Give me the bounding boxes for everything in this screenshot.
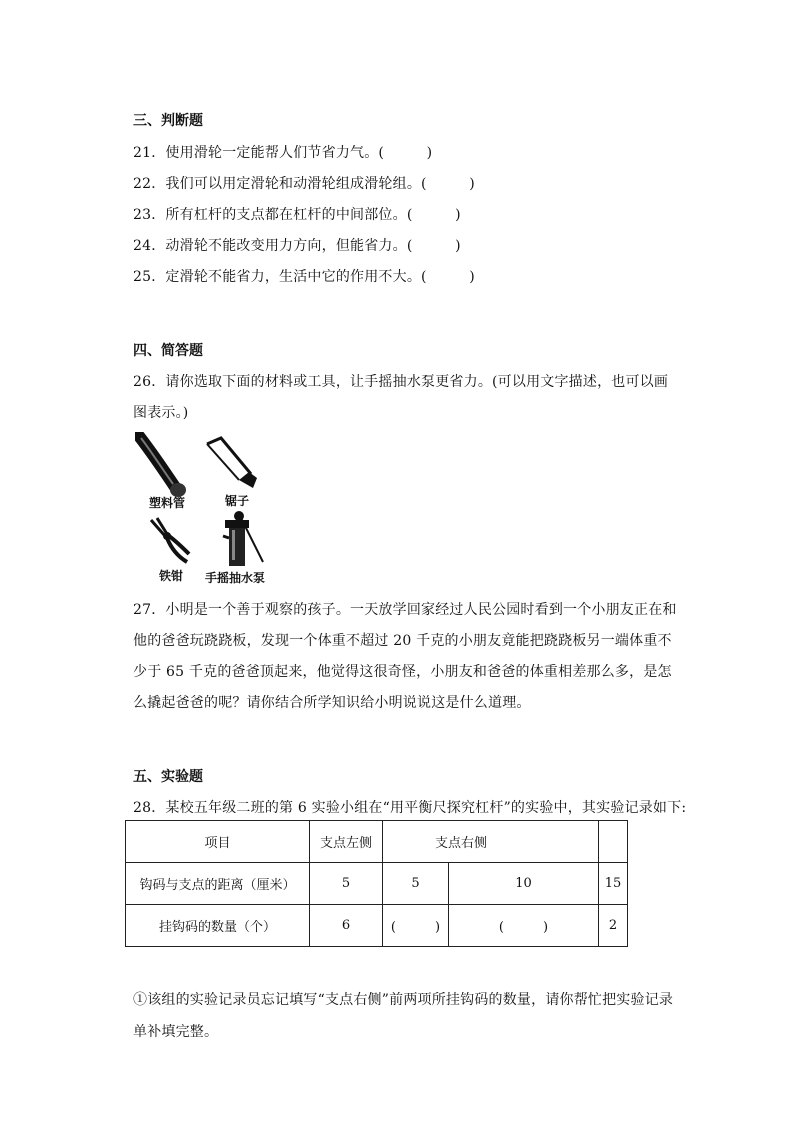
subquestion-1-line-1: ①该组的实验记录员忘记填写“支点右侧”前两项所挂钩码的数量，请你帮忙把实验记录 <box>133 992 674 1008</box>
row2-left: 6 <box>310 905 383 947</box>
question-27-line-4: 么撬起爸爸的呢？请你结合所学知识给小明说说这是什么道理。 <box>133 695 531 711</box>
table-row <box>126 821 628 863</box>
row1-left: 5 <box>310 863 383 905</box>
tools-figure <box>133 430 283 584</box>
label-plastic-tube: 塑料管 <box>149 496 186 510</box>
experiment-record-table <box>125 820 628 947</box>
table-row <box>126 863 628 905</box>
section-4-title: 四、简答题 <box>133 343 203 359</box>
question-26-line-2: 图表示。) <box>133 405 189 421</box>
header-right-side: 支点右侧 <box>383 821 599 863</box>
question-23: 23．所有杠杆的支点都在杠杆的中间部位。( ) <box>133 207 461 223</box>
row2-right-1-blank: ( ) <box>383 905 449 947</box>
label-saw: 锯子 <box>225 494 250 508</box>
section-3-title: 三、判断题 <box>133 113 203 129</box>
row1-right-1: 5 <box>383 863 449 905</box>
label-hand-pump: 手摇抽水泵 <box>205 571 266 585</box>
header-left-side: 支点左侧 <box>310 821 383 863</box>
question-27-line-3: 少于 65 千克的爸爸顶起来，他觉得这很奇怪，小朋友和爸爸的体重相差那么多，是怎 <box>133 664 672 680</box>
header-item: 项目 <box>126 821 310 863</box>
row2-right-3: 2 <box>599 905 628 947</box>
question-27-line-2: 他的爸爸玩跷跷板，发现一个体重不超过 20 千克的小朋友竟能把跷跷板另一端体重不 <box>133 633 672 649</box>
table-row <box>126 905 628 947</box>
row2-right-2-blank: ( ) <box>449 905 599 947</box>
hand-pump-icon <box>215 508 267 570</box>
label-pliers: 铁钳 <box>159 569 184 583</box>
section-5-title: 五、实验题 <box>133 769 203 785</box>
row2-label: 挂钩码的数量（个） <box>126 905 310 947</box>
question-22: 22．我们可以用定滑轮和动滑轮组成滑轮组。( ) <box>133 176 475 192</box>
row1-right-2: 10 <box>449 863 599 905</box>
row1-label: 钩码与支点的距离（厘米） <box>126 863 310 905</box>
question-26-line-1: 26．请你选取下面的材料或工具，让手摇抽水泵更省力。(可以用文字描述，也可以画 <box>133 374 669 390</box>
question-25: 25．定滑轮不能省力，生活中它的作用不大。( ) <box>133 269 475 285</box>
plastic-tube-icon <box>135 432 191 500</box>
header-blank <box>599 821 628 863</box>
row1-right-3: 15 <box>599 863 628 905</box>
subquestion-1-line-2: 单补填完整。 <box>133 1024 219 1040</box>
question-28: 28．某校五年级二班的第 6 实验小组在“用平衡尺探究杠杆”的实验中，其实验记录如下: <box>133 800 687 816</box>
saw-icon <box>201 434 263 492</box>
question-27-line-1: 27．小明是一个善于观察的孩子。一天放学回家经过人民公园时看到一个小朋友正在和 <box>133 602 677 618</box>
pliers-icon <box>147 516 193 566</box>
question-21: 21．使用滑轮一定能帮人们节省力气。( ) <box>133 145 433 161</box>
question-24: 24．动滑轮不能改变用力方向，但能省力。( ) <box>133 238 461 254</box>
